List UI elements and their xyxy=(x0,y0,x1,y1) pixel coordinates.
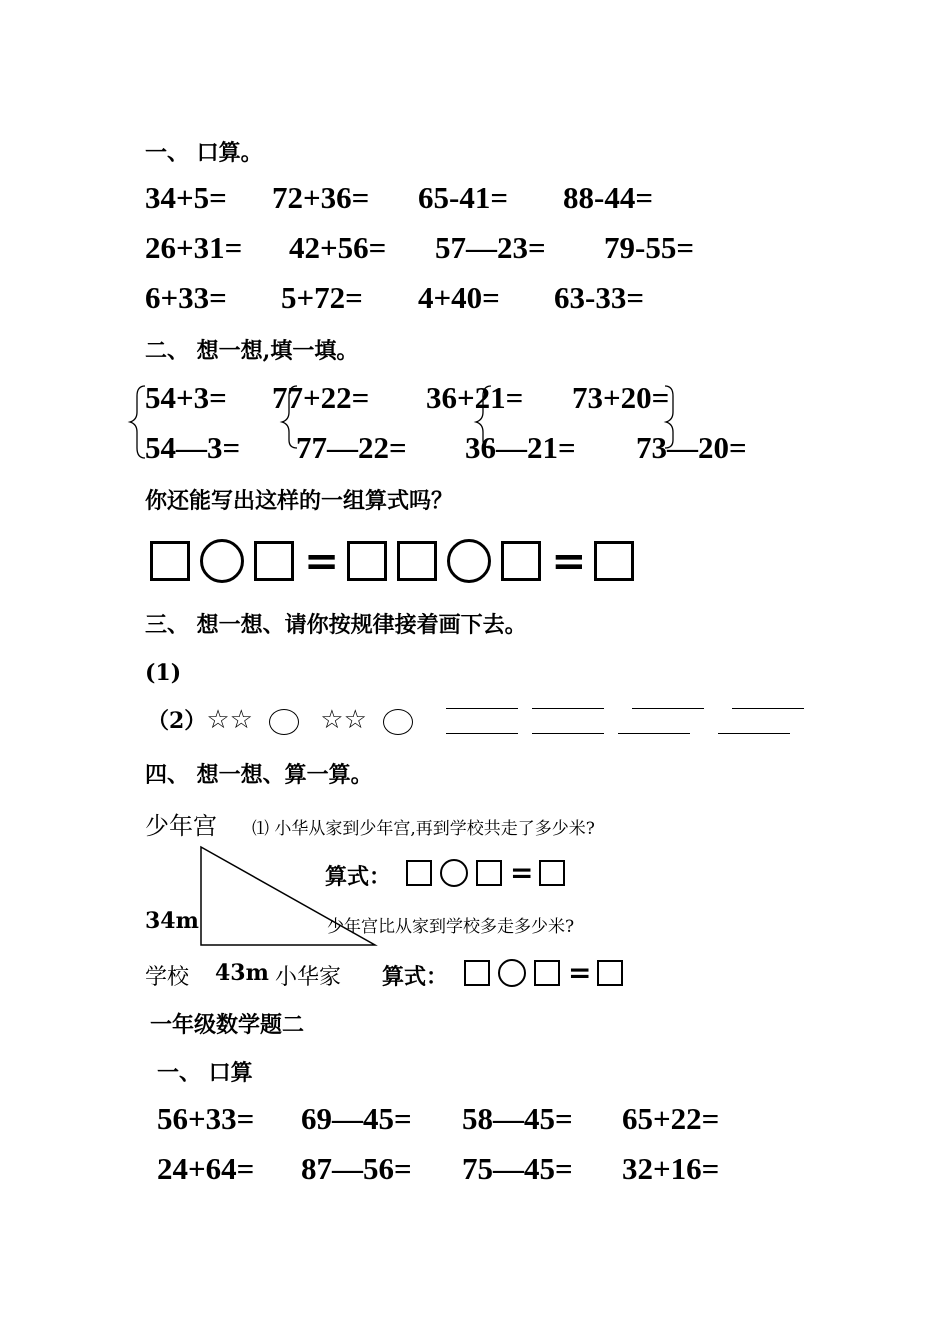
blank-line[interactable] xyxy=(446,733,518,734)
answer-box[interactable] xyxy=(501,541,541,581)
section2-title: 二、 想一想,填一填。 xyxy=(145,338,359,364)
operator-circle[interactable] xyxy=(498,959,526,987)
answer-box[interactable] xyxy=(464,960,490,986)
section2-question: 你还能写出这样的一组算式吗？ xyxy=(145,488,454,514)
math-problem: 75—45= xyxy=(462,1151,573,1186)
answer-box[interactable] xyxy=(397,541,437,581)
answer-box[interactable] xyxy=(406,860,432,886)
base-length: 43m xyxy=(215,960,269,986)
answer-box[interactable] xyxy=(534,960,560,986)
math-problem: 54—3= xyxy=(145,430,241,465)
blank-line[interactable] xyxy=(632,708,704,709)
equation-template-1 xyxy=(406,856,573,889)
math-problem: 57—23= xyxy=(435,230,546,265)
answer-box[interactable] xyxy=(539,860,565,886)
place-youth-palace: 少年宫 xyxy=(145,812,217,840)
math-problem: 42+56= xyxy=(289,230,387,265)
math-problem: 73+20= xyxy=(572,380,670,415)
side-length: 34m xyxy=(145,908,199,934)
answer-box[interactable] xyxy=(594,541,634,581)
math-problem: 87—56= xyxy=(301,1151,412,1186)
blank-line[interactable] xyxy=(618,733,690,734)
math-problem: 65+22= xyxy=(622,1101,720,1136)
formula-label: 算式： xyxy=(382,964,449,990)
operator-circle[interactable] xyxy=(447,539,491,583)
section4-title: 四、 想一想、算一算。 xyxy=(145,762,373,788)
operator-circle[interactable] xyxy=(440,859,468,887)
math-problem: 36—21= xyxy=(465,430,576,465)
question-2: 少年宫比从家到学校多走多少米? xyxy=(327,917,575,937)
circle-icon xyxy=(383,709,413,735)
equals-sign: = xyxy=(551,536,587,585)
answer-box[interactable] xyxy=(150,541,190,581)
math-problem: 58—45= xyxy=(462,1101,573,1136)
answer-box[interactable] xyxy=(597,960,623,986)
equation-template-row xyxy=(150,536,644,585)
equals-sign: = xyxy=(510,856,534,889)
math-problem: 32+16= xyxy=(622,1151,720,1186)
operator-circle[interactable] xyxy=(200,539,244,583)
item-2-label: （2） xyxy=(147,708,207,734)
math-problem: 77—22= xyxy=(296,430,407,465)
math-problem: 36+21= xyxy=(426,380,524,415)
section1-title: 一、 口算。 xyxy=(145,140,263,166)
equation-template-2 xyxy=(464,956,631,989)
place-school: 学校 xyxy=(145,965,190,990)
blank-line[interactable] xyxy=(446,708,518,709)
math-problem: 65-41= xyxy=(418,180,508,215)
blank-line[interactable] xyxy=(718,733,790,734)
formula-label: 算式： xyxy=(325,864,392,890)
math-problem: 34+5= xyxy=(145,180,227,215)
math-problem: 5+72= xyxy=(281,280,363,315)
part2-title: 一年级数学题二 xyxy=(150,1012,305,1038)
pattern-row xyxy=(147,704,413,735)
math-problem: 63-33= xyxy=(554,280,644,315)
math-problem: 26+31= xyxy=(145,230,243,265)
circle-icon xyxy=(269,709,299,735)
math-problem: 24+64= xyxy=(157,1151,255,1186)
part2-section-title: 一、 口算 xyxy=(157,1060,253,1086)
blank-line[interactable] xyxy=(732,708,804,709)
blank-line[interactable] xyxy=(532,733,604,734)
math-problem: 54+3= xyxy=(145,380,227,415)
math-problem: 88-44= xyxy=(563,180,653,215)
math-problem: 77+22= xyxy=(272,380,370,415)
question-1: ⑴ 小华从家到少年宫,再到学校共走了多少米? xyxy=(252,819,595,839)
equals-sign: = xyxy=(304,536,340,585)
section3-title: 三、 想一想、请你按规律接着画下去。 xyxy=(145,612,527,638)
math-problem: 72+36= xyxy=(272,180,370,215)
math-problem: 79-55= xyxy=(604,230,694,265)
math-problem: 6+33= xyxy=(145,280,227,315)
item-1-label: (1) xyxy=(145,660,182,686)
equals-sign: = xyxy=(568,956,592,989)
answer-box[interactable] xyxy=(254,541,294,581)
math-problem: 69—45= xyxy=(301,1101,412,1136)
math-problem: 56+33= xyxy=(157,1101,255,1136)
answer-box[interactable] xyxy=(476,860,502,886)
star-icon: ☆☆ xyxy=(320,705,367,735)
place-home: 小华家 xyxy=(275,965,342,990)
answer-box[interactable] xyxy=(347,541,387,581)
blank-line[interactable] xyxy=(532,708,604,709)
math-problem: 4+40= xyxy=(418,280,500,315)
star-icon: ☆☆ xyxy=(206,705,253,735)
math-problem: 73—20= xyxy=(636,430,747,465)
